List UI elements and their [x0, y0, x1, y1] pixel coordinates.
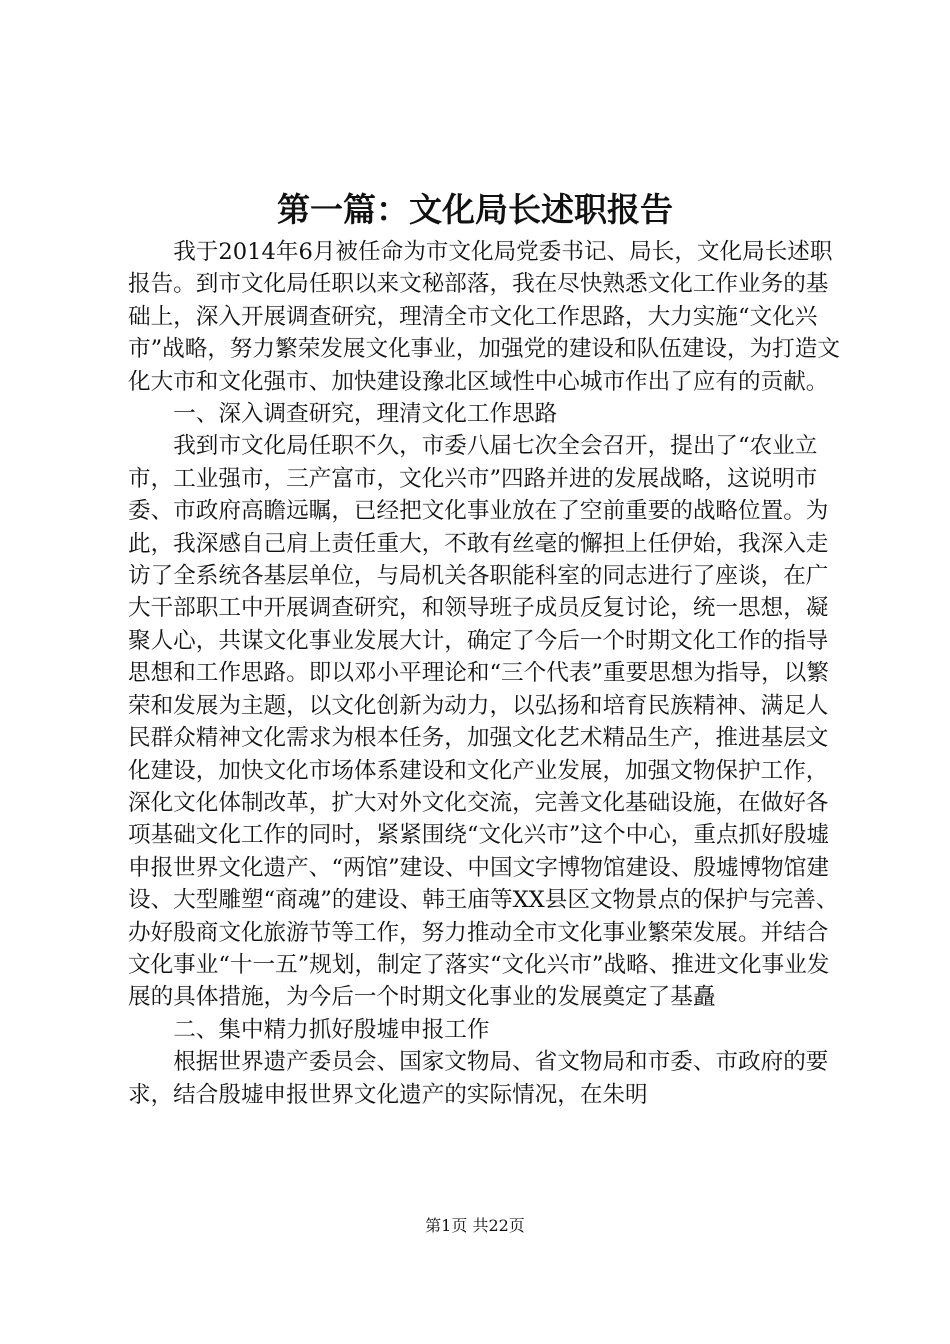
- paragraph-section-1: 我到市文化局任职不久，市委八届七次全会召开，提出了“农业立市，工业强市，三产富市，文化兴市”四路并进的发展战略，这说明市委、市政府高瞻远瞩，已经把文化事业放在了空前重要的战略位置。为此，我深感自己肩上责任重大，不敢有丝毫的懈担上任伊始，我深入走访了全系统各基层单位，与局机关各职能科室的同志进行了座谈，在广大干部职工中开展调查研究，和领导班子成员反复讨论，统一思想，凝聚人心，共谋文化事业发展大计，确定了今后一个时期文化工作的指导思想和工作思路。即以邓小平理论和“三个代表”重要思想为指导，以繁荣和发展为主题，以文化创新为动力，以弘扬和培育民族精神、满足人民群众精神文化需求为根本任务，加强文化艺术精品生产，推进基层文化建设，加快文化市场体系建设和文化产业发展，加强文物保护工作，深化文化体制改革，扩大对外文化交流，完善文化基础设施，在做好各项基础文化工作的同时，紧紧围绕“文化兴市”这个中心，重点抓好殷墟申报世界文化遗产、“两馆”建设、中国文字博物馆建设、殷墟博物馆建设、大型雕塑“商魂”的建设、韩王庙等XX县区文物景点的保护与完善、办好殷商文化旅游节等工作，努力推动全市文化事业繁荣发展。并结合文化事业“十一五”规划，制定了落实“文化兴市”战略、推进文化事业发展的具体措施，为今后一个时期文化事业的发展奠定了基矗: [128, 433, 839, 1011]
- document-body: [128, 236, 840, 1111]
- section-heading-2: 二、集中精力抓好殷墟申报工作: [173, 1016, 490, 1043]
- page-footer: 第1页 共22页: [425, 1216, 525, 1235]
- document-title: 第一篇：文化局长述职报告: [277, 190, 673, 229]
- section-heading-1: 一、深入调查研究，理清文化工作思路: [173, 401, 558, 428]
- paragraph-intro: 我于2014年6月被任命为市文化局党委书记、局长，文化局长述职报告。到市文化局任职以来文秘部落，我在尽快熟悉文化工作业务的基础上，深入开展调查研究，理清全市文化工作思路，大力实施“文化兴市”战略，努力繁荣发展文化事业，加强党的建设和队伍建设，为打造文化大市和文化强市、加快建设豫北区域性中心城市作出了应有的贡献。: [128, 239, 840, 395]
- paragraph-section-2: 根据世界遗产委员会、国家文物局、省文物局和市委、市政府的要求，结合殷墟申报世界文化遗产的实际情况，在朱明: [128, 1049, 829, 1108]
